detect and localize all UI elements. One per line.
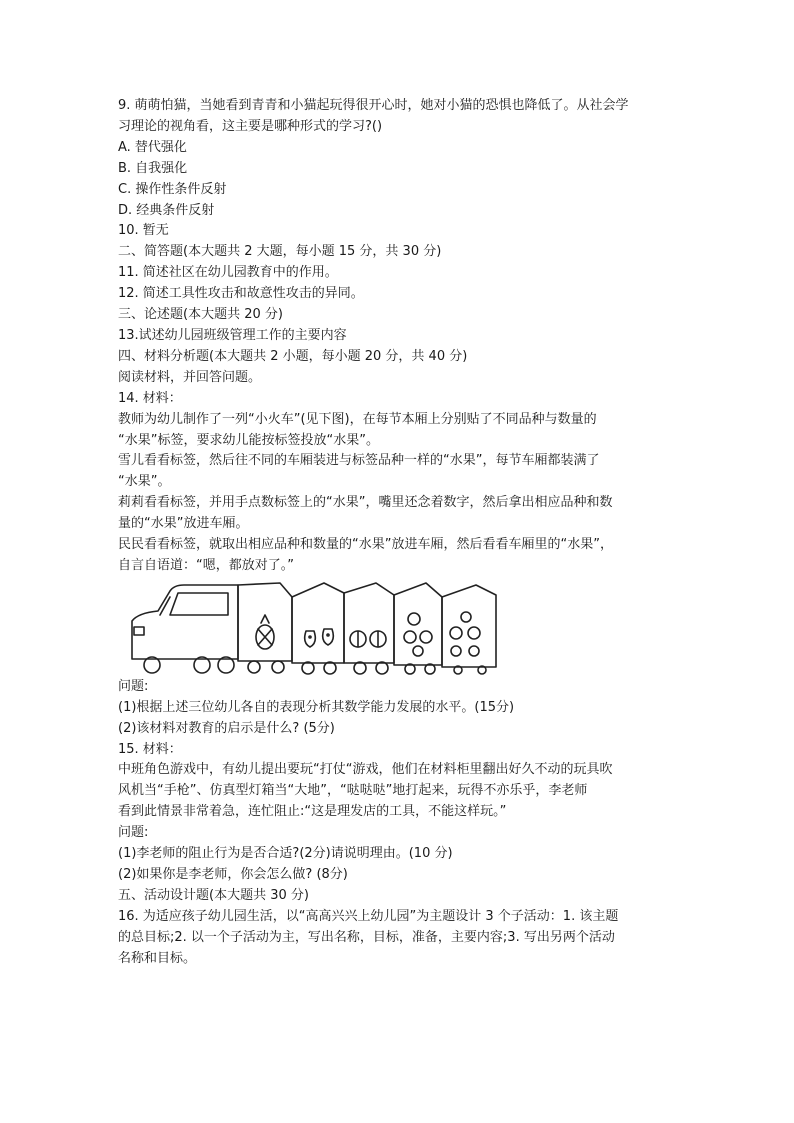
- option-d: D. 经典条件反射: [118, 202, 215, 218]
- option-a: A. 替代强化: [118, 139, 187, 155]
- locomotive-window: [170, 593, 228, 615]
- toy-train-drawing: [130, 579, 510, 675]
- text-line: 风机当“手枪”、仿真型灯箱当“大地”，“哒哒哒”地打起来，玩得不亦乐乎，李老师: [118, 783, 588, 799]
- instruction-line: 阅读材料，并回答问题。: [118, 369, 262, 385]
- text-line: 自言自语道：“嗯，都放对了。”: [118, 557, 294, 573]
- option-c: C. 操作性条件反射: [118, 181, 227, 197]
- carriage: [344, 583, 394, 663]
- carriage: [442, 585, 496, 667]
- question-label: 问题:: [118, 825, 149, 841]
- train-illustration: [118, 577, 678, 677]
- question-12: 12. 简述工具性攻击和故意性攻击的异同。: [118, 286, 364, 302]
- text-line: 习理论的视角看，这主要是哪种形式的学习?(): [118, 118, 383, 134]
- text-block-before-figure: [118, 96, 678, 577]
- question-14: 14. 材料：: [118, 390, 182, 406]
- sub-question: (2)如果你是李老师，你会怎么做? (8分): [118, 867, 348, 882]
- text-line: 中班角色游戏中，有幼儿提出要玩“打仗“游戏，他们在材料柜里翻出好久不动的玩具吹: [118, 762, 613, 778]
- question-11: 11. 简述社区在幼儿园教育中的作用。: [118, 265, 338, 281]
- text-line: 9. 萌萌怕猫，当她看到青青和小猫起玩得很开心时，她对小猫的恐惧也降低了。从社会学: [118, 98, 629, 113]
- question-16: 16. 为适应孩子幼儿园生活，以“高高兴兴上幼儿园”为主题设计 3 个子活动：1. 该主题: [118, 908, 619, 924]
- text-line: 莉莉看看标签，并用手点数标签上的“水果”，嘴里还念着数字，然后拿出相应品种和数: [118, 495, 613, 511]
- section-heading: 三、论述题(本大题共 20 分): [118, 307, 283, 323]
- fruit-label-apples: [404, 613, 432, 656]
- fruit-label-pineapple: [256, 615, 274, 649]
- text-line: 雪儿看看标签，然后往不同的车厢装进与标签品种一样的“水果”，每节车厢都装满了: [118, 453, 600, 469]
- text-line: 名称和目标。: [118, 950, 197, 966]
- text-line: “水果”标签，要求幼儿能按标签投放“水果”。: [118, 432, 379, 448]
- text-line: 的总目标;2. 以一个子活动为主，写出名称，目标，准备，主要内容;3. 写出另两个活动: [118, 929, 615, 945]
- headlight: [134, 627, 144, 635]
- sub-question: (1)根据上述三位幼儿各自的表现分析其数学能力发展的水平。(15分): [118, 699, 515, 715]
- fruit-label-watermelons: [350, 631, 386, 647]
- text-line: 教师为幼儿制作了一列“小火车”(见下图)，在每节本厢上分别贴了不同品种与数量的: [118, 411, 597, 427]
- option-b: B. 自我强化: [118, 160, 188, 176]
- text-line: “水果”。: [118, 474, 171, 490]
- sub-question: (2)该材料对教育的启示是什么? (5分): [118, 720, 335, 736]
- text-block-after-figure: [118, 677, 678, 970]
- text-line: 量的“水果”放进车厢。: [118, 516, 249, 532]
- text-line: 看到此情景非常着急，连忙阻止:“这是理发店的工具，不能这样玩。”: [118, 804, 507, 820]
- sub-question: (1)李老师的阻止行为是否合适?(2分)请说明理由。(10 分): [118, 846, 453, 862]
- section-heading: 五、活动设计题(本大题共 30 分): [118, 887, 309, 903]
- question-10: 10. 暂无: [118, 223, 169, 239]
- exam-page: [118, 96, 678, 970]
- text-line: 民民看看标签，就取出相应品种和数量的“水果”放进车厢，然后看看车厢里的“水果”，: [118, 537, 613, 553]
- fruit-label-strawberries: [305, 629, 334, 647]
- question-15: 15. 材料：: [118, 741, 182, 757]
- fruit-label-tomatoes: [450, 612, 480, 656]
- section-heading: 四、材料分析题(本大题共 2 小题，每小题 20 分，共 40 分): [118, 348, 468, 364]
- question-label: 问题:: [118, 678, 149, 694]
- carriage: [292, 583, 344, 663]
- section-heading: 二、简答题(本大题共 2 大题，每小题 15 分，共 30 分): [118, 244, 442, 260]
- locomotive-body: [132, 585, 238, 659]
- question-13: 13.试述幼儿园班级管理工作的主要内容: [118, 327, 347, 343]
